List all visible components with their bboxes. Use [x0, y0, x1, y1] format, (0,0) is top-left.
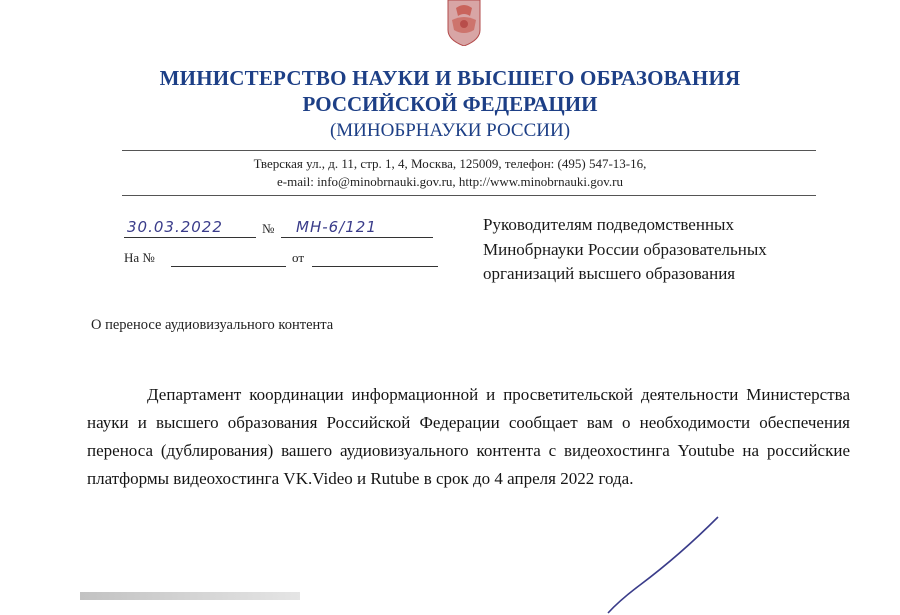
recipient-line1: Руководителям подведомственных [483, 215, 734, 234]
recipient-line3: организаций высшего образования [483, 264, 736, 283]
from-label: от [292, 250, 305, 265]
number-underline [281, 237, 433, 238]
header-divider-bottom [122, 195, 816, 196]
date-underline [124, 237, 256, 238]
address-line1: Тверская ул., д. 11, стр. 1, 4, Москва, 125009, телефон: (495) 547-13-16, [253, 156, 647, 171]
header-divider-top [122, 150, 816, 151]
reply-number-underline [171, 266, 286, 267]
ministry-short-name: (МИНОБРНАУКИ РОССИИ) [329, 120, 571, 141]
reply-date-underline [312, 266, 438, 267]
signature-stroke [600, 515, 720, 615]
letter-body: Департамент координации информационной и просветительской деятельности Министерства науки и высшего образования Российской Федерации сообщает вам о необходимости обеспечения переноса (дублирования) вашего аудиовизуального контента с видеохостинга Youtube на российские платформы видеохостинга VK.Video и Rutube в срок до 4 апреля 2022 года. [87, 385, 850, 488]
recipient-block [483, 213, 863, 287]
recipient-line2: Минобрнауки России образовательных [483, 239, 767, 259]
ministry-name-line1: МИНИСТЕРСТВО НАУКИ И ВЫСШЕГО ОБРАЗОВАНИЯ [159, 66, 741, 90]
document-number: МН-6/121 [296, 218, 377, 236]
address-line2: e-mail: info@minobrnauki.gov.ru, http://www.minobrnauki.gov.ru [277, 174, 623, 189]
number-label: № [262, 221, 275, 236]
document-date: 30.03.2022 [127, 218, 223, 236]
coat-of-arms-icon [434, 0, 494, 46]
reply-to-label: На № [124, 250, 155, 265]
ministry-name-line2: РОССИЙСКОЙ ФЕДЕРАЦИИ [302, 92, 598, 116]
letter-subject: О переносе аудиовизуального контента [91, 317, 334, 333]
cropped-text-fragment [80, 592, 300, 600]
